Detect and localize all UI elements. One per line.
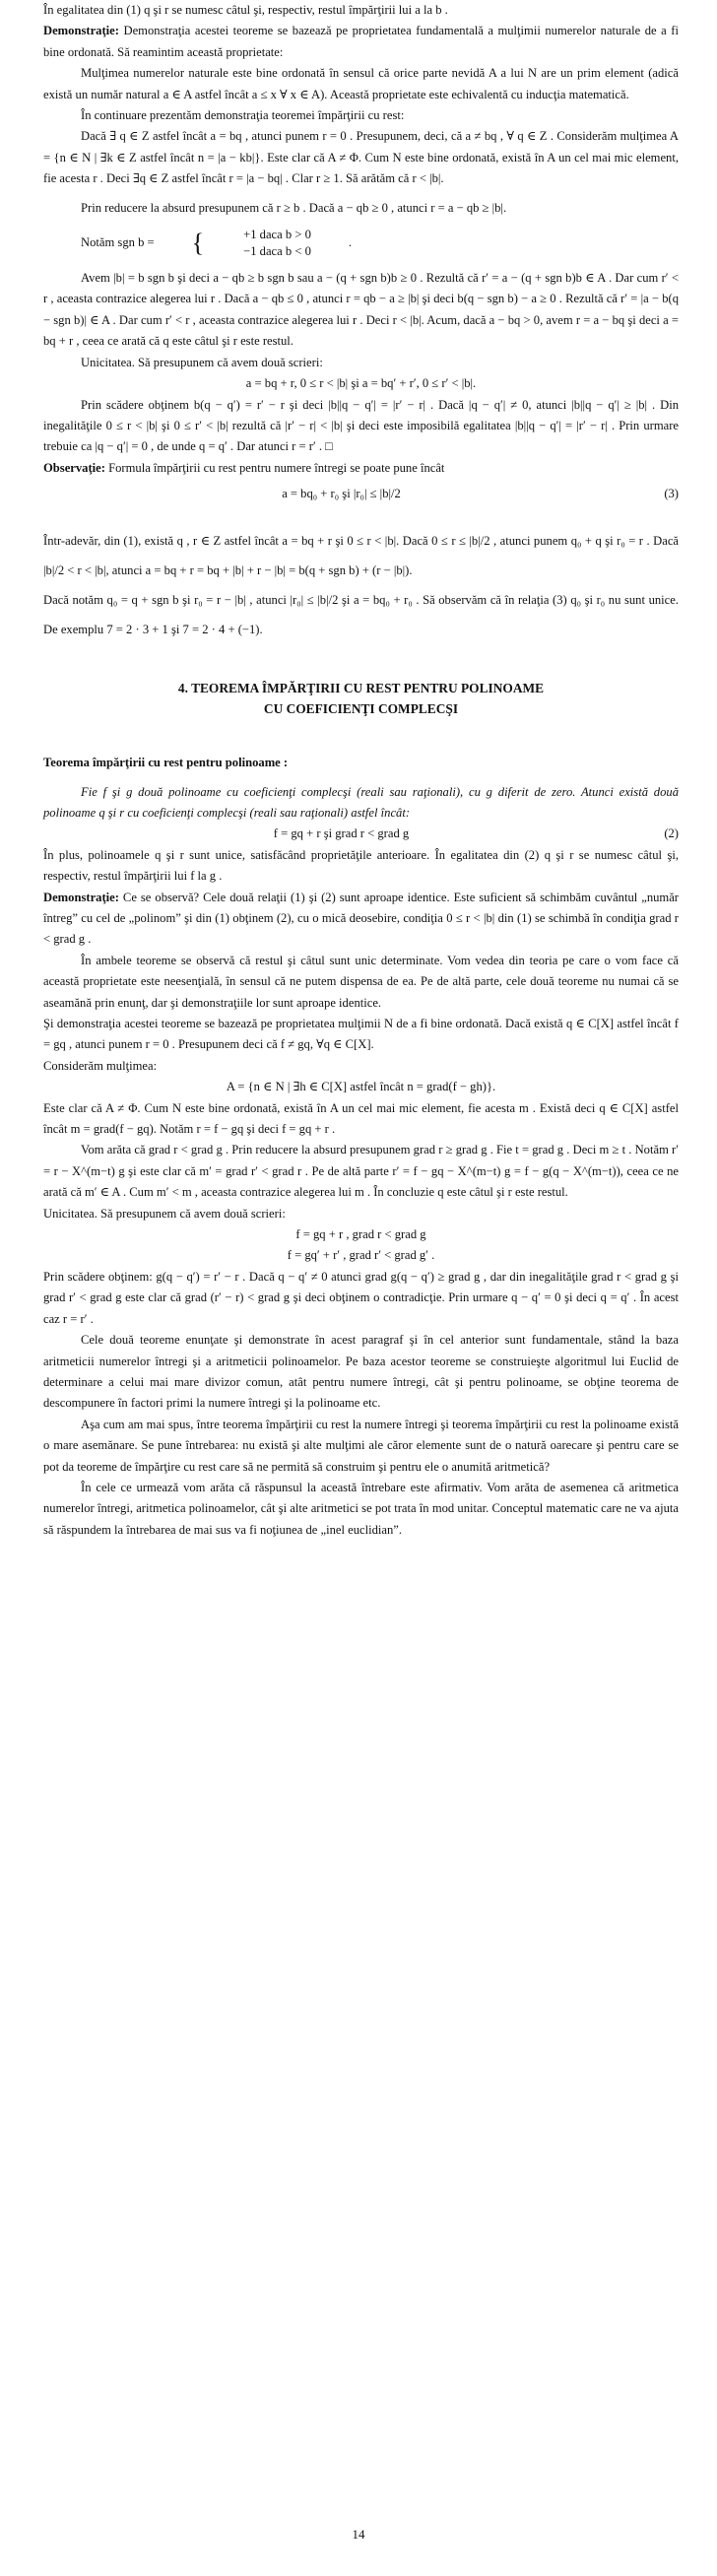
sgn-cases	[206, 227, 311, 260]
paragraph-uniqueness-note: În plus, polinoamele q şi r sunt unice, satisfăcând proprietăţile anterioare. În egalitatea din (2) q şi r se numesc câtul şi, respectiv, restul împărţirii lui f la g .	[43, 847, 679, 884]
paragraph-uniqueness-2: Unicitatea. Să presupunem că avem două scrieri:	[43, 1206, 286, 1221]
equation-writing-1: f = gq + r , grad r < grad g	[295, 1227, 426, 1242]
paragraph-resemblance: Aşa cum am mai spus, între teorema împărţirii cu rest la numere întregi şi teorema împărţirii cu rest la polinoame există o mare asemănare. Se pune întrebarea: nu există şi alte mulţimi ale căror elemente sunt de o natură oarecare şi pentru care se pot da teoreme de împărţire cu rest care să ne permită să construim şi pentru ele o anumită aritmetică?	[43, 1417, 679, 1474]
page-content	[43, 0, 679, 1541]
observation-label: Observaţie:	[43, 460, 105, 475]
equation-3-row	[43, 479, 679, 508]
sgn-case-negative: −1 daca b < 0	[243, 244, 311, 259]
paragraph-uniqueness: Unicitatea. Să presupunem că avem două scrieri:	[81, 355, 323, 369]
paragraph-indeed: Într-adevăr, din (1), există q , r ∈ Z astfel încât a = bq + r şi 0 ≤ r < |b|. Dacă 0 ≤ r ≤ |b|/2 , atunci punem q₀ + q şi r₀ = r . Dacă |b|/2 < r < |b|, atunci a = bq + r = bq + |b| + r − |b| = b(q + sgn b) + (r − |b|).	[43, 534, 679, 578]
equation-3: a = bq₀ + r₀ şi |r₀| ≤ |b|/2	[282, 487, 401, 501]
page-number: 14	[352, 2527, 365, 2542]
paragraph-continuation: În continuare prezentăm demonstraţia teoremei împărţirii cu rest:	[81, 108, 405, 123]
paragraph-absurd: Prin reducere la absurd presupunem că r ≥ b . Dacă a − qb ≥ 0 , atunci r = a − qb ≥ |b|.	[81, 200, 507, 215]
sgn-lead: Notăm sgn b =	[81, 235, 155, 250]
equation-2-row	[43, 824, 679, 844]
demonstration-label: Demonstraţie:	[43, 24, 119, 38]
equation-uniqueness: a = bq + r, 0 ≤ r < |b| şi a = bq′ + r′, 0 ≤ r′ < |b|.	[245, 376, 477, 391]
demonstration-text: Demonstraţia acestei teoreme se bazează pe proprietatea fundamentală a mulţimii numerelor naturale de a fi bine ordonată. Să reamintim această proprietate:	[43, 24, 679, 59]
paragraph-existence: Dacă ∃ q ∈ Z astfel încât a = bq , atunci punem r = 0 . Presupunem, deci, că a ≠ bq , ∀ q ∈ Z . Considerăm mulţimea A = {n ∈ N | ∃k ∈ Z astfel încât n = |a − kb|}. Este clar că A ≠ Φ. Cum N este bine ordonată, există în A un cel mai mic element, fie acesta r . Deci ∃q ∈ Z astfel încât r = |a − bq| . Clar r ≥ 1. Să arătăm că r < |b|.	[43, 129, 679, 186]
demonstration-2-label: Demonstraţie:	[43, 890, 119, 904]
equation-2-number: (2)	[664, 826, 679, 841]
paragraph-subtraction-2: Prin scădere obţinem: g(q − q′) = r′ − r . Dacă q − q′ ≠ 0 atunci grad g(q − q′) ≥ grad g , dar din inegalităţile grad r < grad g şi grad r′ < grad g este clar că grad (r′ − r) < grad g şi deci obţinem o contradicţie. Prin urmare q − q′ = 0 şi deci q = q′ . În acest caz r = r′ .	[43, 1269, 679, 1326]
paragraph-notation: Dacă notăm q₀ = q + sgn b şi r₀ = r − |b| , atunci |r₀| ≤ |b|/2 şi a = bq₀ + r₀ . Să observăm că în relaţia (3) q₀ şi r₀ nu sunt unice. De exemplu 7 = 2 · 3 + 1 şi 7 = 2 · 4 + (−1).	[43, 593, 679, 637]
brace-glyph: {	[191, 229, 205, 258]
paragraph-proof-basis: Şi demonstraţia acestei teoreme se bazează pe proprietatea mulţimii N de a fi bine ordonată. Dacă există q ∈ C[X] astfel încât f = gq , atunci punem r = 0 . Presupunem deci că f ≠ gq, ∀q ∈ C[X].	[43, 1017, 679, 1052]
section-title-line1: 4. TEOREMA ÎMPĂRŢIRII CU REST PENTRU POLINOAME	[177, 681, 545, 696]
paragraph-consider-set: Considerăm mulţimea:	[43, 1058, 158, 1073]
paragraph-subtraction: Prin scădere obţinem b(q − q′) = r′ − r şi deci |b||q − q′| = |r′ − r| . Dacă |q − q′| ≠ 0, atunci |b||q − q′| ≥ |b| . Din inegalităţile 0 ≤ r < |b| şi 0 ≤ r′ < |b| rezultă că |r′ − r| < |b| şi deci este imposibilă egalitatea |b||q − q′| = |r′ − r| . Prin urmare trebuie ca |q − q′| = 0 , de unde q = q′ . Dar atunci r = r′ . □	[43, 397, 679, 454]
equation-set-A: A = {n ∈ N | ∃h ∈ C[X] astfel încât n = grad(f − gh)}.	[226, 1080, 496, 1094]
sgn-case-positive: +1 daca b > 0	[243, 228, 311, 242]
paragraph-both-theorems: În ambele teoreme se observă că restul şi câtul sunt unic determinate. Vom vedea din teoria pe care o vom face că această proprietate este neesenţială, în sensul că ne putem dispensa de ea. Pe de altă parte, cele două teoreme nu numai că se aseamănă prin enunţ, dar şi demonstraţiile lor sunt aproape identice.	[43, 953, 679, 1010]
paragraph-degree-argument: Vom arăta că grad r < grad g . Prin reducere la absurd presupunem grad r ≥ grad g . Fie t = grad g . Deci m ≥ t . Notăm r′ = r − X^(m−t) g şi este clar că m′ = grad r′ < grad r . Pe de altă parte r′ = f − gq − X^(m−t) g = f − g(q − X^(m−t)), ceea ce ne arată că m′ ∈ A . Cum m′ < m , aceasta contrazice alegerea lui m . În concluzie q este câtul şi r este restul.	[43, 1143, 679, 1200]
paragraph-euclidean-ring: În cele ce urmează vom arăta că răspunsul la această întrebare este afirmativ. Vom arăta de asemenea că aritmetica numerelor întregi, aritmetica polinoamelor, cât şi alte aritmetici se pot trata în mod unitar. Conceptul matematic care ne va ajuta să răspundem la întrebarea de mai sus va fi noţiunea de „inel euclidian”.	[43, 1480, 679, 1537]
section-title-line2: CU COEFICIENŢI COMPLECŞI	[263, 701, 459, 717]
theorem-statement: Fie f şi g două polinoame cu coeficienţi complecşi (reali sau raţionali), cu g diferit de zero. Atunci există două polinoame q şi r cu coeficienţi complecşi (reali sau raţionali) astfel încât:	[43, 784, 679, 820]
observation-text: Formula împărţirii cu rest pentru numere întregi se poate pune încât	[104, 460, 445, 475]
paragraph-well-ordered: Mulţimea numerelor naturale este bine ordonată în sensul că orice parte nevidă A a lui N are un prim element (adică există un număr natural a ∈ A astfel încât a ≤ x ∀ x ∈ A). Această proprietate este echivalentă cu inducţia matematică.	[43, 66, 679, 101]
theorem-title: Teorema împărţirii cu rest pentru polinoame :	[43, 756, 289, 770]
paragraph-avem: Avem |b| = b sgn b şi deci a − qb ≥ b sgn b sau a − (q + sgn b)b ≥ 0 . Rezultă că r′ = a − (q + sgn b)b ∈ A . Dar cum r′ < r , aceasta contrazice alegerea lui r . Dacă a − qb ≤ 0 , atunci r = qb − a ≥ |b| şi deci b(q − sgn b) − a ≥ 0 . Rezultă că r′ = |a − b(q − sgn b)| ∈ A . Dar cum r′ < r , aceasta contrazice alegerea lui r . Deci r < |b|. Acum, dacă a − bq > 0, avem r = a − bq şi deci a = bq + r , ceea ce arată că q este câtul şi r este restul.	[43, 271, 679, 349]
paragraph-observation	[43, 458, 679, 479]
demonstration-2-text: Ce se observă? Cele două relaţii (1) şi (2) sunt aproape identice. Este suficient să schimbăm cuvântul „număr întreg” cu cel de „polinom” şi din (1) obţinem (2), cu o mică deosebire, condiţia 0 ≤ r < |b| din (1) se schimbă în condiţia grad r < grad g .	[43, 890, 679, 947]
paragraph-demonstration-2	[43, 888, 679, 951]
paragraph-fundamental: Cele două teoreme enunţate şi demonstrate în acest paragraf şi în cel anterior sunt fundamentale, stând la baza aritmeticii numerelor întregi şi a aritmeticii polinoamelor. Pe baza acestor teoreme se construieşte algoritmul lui Euclid de determinare a celui mai mare divizor comun, atât pentru numere întregi, cât şi pentru polinoame, se obţine teorema de descompunere în factori primi la numere întregi şi la polinoame etc.	[43, 1333, 679, 1411]
equation-2: f = gq + r şi grad r < grad g	[273, 826, 410, 841]
equation-writing-2: f = gq′ + r′ , grad r′ < grad g′ .	[287, 1248, 435, 1263]
sgn-end: .	[348, 235, 353, 250]
paragraph-demonstration-intro	[43, 21, 679, 63]
equation-3-number: (3)	[664, 487, 679, 501]
paragraph-quotient-remainder: În egalitatea din (1) q şi r se numesc câtul şi, respectiv, restul împărţirii lui a la b .	[43, 3, 448, 17]
sgn-definition	[43, 227, 679, 260]
paragraph-minimum-element: Este clar că A ≠ Φ. Cum N este bine ordonată, există în A un cel mai mic element, fie acesta m . Există deci q ∈ C[X] astfel încât m = grad(f − gq). Notăm r = f − gq şi deci f = gq + r .	[43, 1100, 679, 1137]
